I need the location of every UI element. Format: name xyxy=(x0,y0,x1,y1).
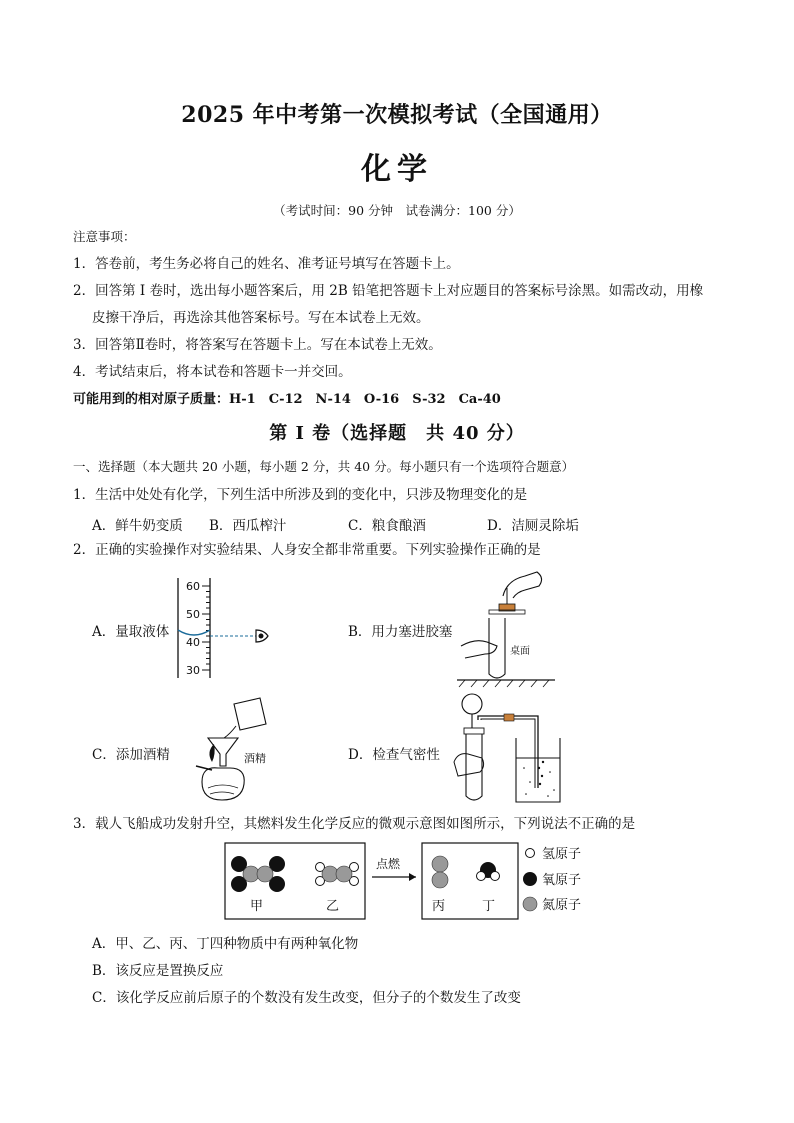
molecule-jia xyxy=(231,856,285,892)
legend-hydrogen: 氢原子 xyxy=(542,847,582,862)
q1-option-d: D．洁厕灵除垢 xyxy=(487,518,579,534)
note-item-3: 3．回答第Ⅱ卷时，将答案写在答题卡上。写在本试卷上无效。 xyxy=(73,337,442,353)
reaction-condition: 点燃 xyxy=(376,857,401,871)
test-tube-icon xyxy=(489,618,505,678)
stopper-tube-illustration xyxy=(455,566,565,690)
q3-option-c: C．该化学反应前后原子的个数没有发生改变，但分子的个数发生了改变 xyxy=(92,990,521,1006)
alcohol-lamp-illustration xyxy=(172,696,282,806)
q2-option-c: C．添加酒精 xyxy=(92,747,170,763)
hand-icon xyxy=(454,754,484,776)
label-yi: 乙 xyxy=(326,899,340,914)
q3-option-b: B．该反应是置换反应 xyxy=(92,963,224,979)
label-bing: 丙 xyxy=(432,899,446,914)
legend-oxygen: 氧原子 xyxy=(542,873,582,888)
subject-title: 化学 xyxy=(361,152,433,187)
note-item-2: 2．回答第 I 卷时，选出每小题答案后，用 2B 铅笔把答题卡上对应题目的答案标号涂黑。如需改动，用橡 xyxy=(73,283,704,299)
label-jia: 甲 xyxy=(250,899,264,914)
label-ding: 丁 xyxy=(482,899,496,914)
graduated-cylinder-illustration xyxy=(170,576,280,680)
q3-option-a: A．甲、乙、丙、丁四种物质中有两种氧化物 xyxy=(92,936,359,952)
section-title: 第 I 卷（选择题 共 40 分） xyxy=(269,423,525,444)
molecule-bing xyxy=(432,856,448,888)
test-tube-icon xyxy=(466,734,482,800)
cylinder-tick-60: 60 xyxy=(186,580,200,593)
alcohol-label: 酒精 xyxy=(244,752,266,765)
airtightness-illustration xyxy=(452,692,582,808)
beaker-pour-icon xyxy=(234,698,266,730)
note-item-4: 4．考试结束后，将本试卷和答题卡一并交回。 xyxy=(73,364,352,380)
reaction-diagram xyxy=(222,840,602,924)
desk-label: 桌面 xyxy=(510,646,530,657)
q2-stem: 2．正确的实验操作对实验结果、人身安全都非常重要。下列实验操作正确的是 xyxy=(73,542,541,558)
q3-stem: 3．载人飞船成功发射升空，其燃料发生化学反应的微观示意图如图所示，下列说法不正确的是 xyxy=(73,816,636,832)
rubber-connector-icon xyxy=(504,714,514,721)
notes-heading: 注意事项： xyxy=(73,229,136,244)
q2-option-a: A．量取液体 xyxy=(92,624,170,640)
hand-icon xyxy=(503,572,542,598)
molecule-ding xyxy=(477,862,500,881)
molecule-yi xyxy=(316,863,359,886)
alcohol-lamp-icon xyxy=(202,768,244,800)
cylinder-tick-50: 50 xyxy=(186,608,200,621)
q2-option-b: B．用力塞进胶塞 xyxy=(348,624,453,640)
q1-option-c: C．粮食酿酒 xyxy=(348,518,426,534)
exam-time-info: （考试时间：90 分钟 试卷满分：100 分） xyxy=(273,203,521,218)
note-item-2-cont: 皮擦干净后，再选涂其他答案标号。写在本试卷上无效。 xyxy=(92,310,430,326)
flame-icon xyxy=(209,744,214,762)
cylinder-tick-40: 40 xyxy=(186,636,200,649)
note-item-1: 1．答卷前，考生务必将自己的姓名、准考证号填写在答题卡上。 xyxy=(73,256,460,272)
legend-oxygen-icon xyxy=(523,872,537,886)
q1-stem: 1．生活中处处有化学，下列生活中所涉及到的变化中，只涉及物理变化的是 xyxy=(73,487,528,503)
legend-nitrogen-icon xyxy=(523,897,537,911)
q1-option-a: A．鲜牛奶变质 xyxy=(92,518,183,534)
legend-nitrogen: 氮原子 xyxy=(542,898,582,913)
exam-title: 2025 年中考第一次模拟考试（全国通用） xyxy=(181,102,613,128)
q1-option-b: B．西瓜榨汁 xyxy=(209,518,287,534)
atomic-masses: 可能用到的相对原子质量：H-1 C-12 N-14 O-16 S-32 Ca-40 xyxy=(73,392,501,407)
cylinder-tick-30: 30 xyxy=(186,664,200,677)
arrow-icon xyxy=(409,873,416,881)
q2-option-d: D．检查气密性 xyxy=(348,747,440,763)
legend-hydrogen-icon xyxy=(526,849,535,858)
section-instruction: 一、选择题（本大题共 20 小题，每小题 2 分，共 40 分。每小题只有一个选项符合题意） xyxy=(73,459,575,474)
